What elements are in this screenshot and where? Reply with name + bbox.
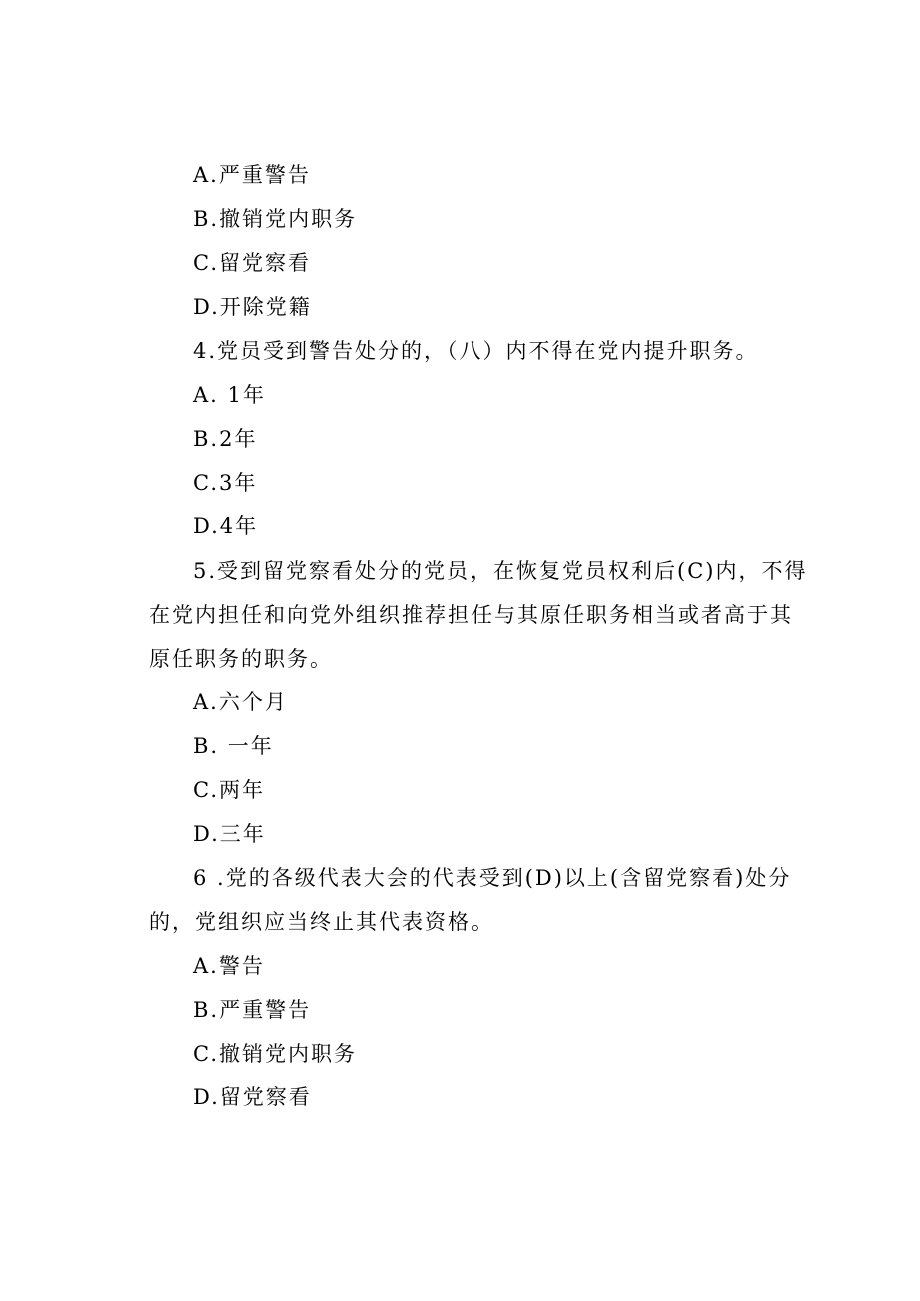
question-6-line-2: 的，党组织应当终止其代表资格。 <box>149 910 494 934</box>
option-b: B.撤销党内职务 <box>193 207 358 231</box>
q5-option-d: D.三年 <box>193 822 266 846</box>
q5-option-c: C.两年 <box>193 778 265 802</box>
q6-option-d: D.留党察看 <box>193 1085 312 1109</box>
q6-option-a: A.警告 <box>193 954 265 978</box>
question-5-line-3: 原任职务的职务。 <box>149 647 333 671</box>
option-c: C.留党察看 <box>193 251 311 275</box>
q6-option-c: C.撤销党内职务 <box>193 1042 357 1066</box>
option-d: D.开除党籍 <box>193 295 312 319</box>
question-5-line-2: 在党内担任和向党外组织推荐担任与其原任职务相当或者高于其 <box>149 603 793 627</box>
question-6-line-1: 6 .党的各级代表大会的代表受到(D)以上(含留党察看)处分 <box>193 866 792 890</box>
question-4: 4.党员受到警告处分的，（八）内不得在党内提升职务。 <box>193 339 759 363</box>
q6-option-b: B.严重警告 <box>193 998 312 1022</box>
q4-option-b: B.2年 <box>193 427 258 451</box>
q5-option-a: A.六个月 <box>193 690 288 714</box>
q5-option-b: B. 一年 <box>193 734 274 758</box>
question-5-line-1: 5.受到留党察看处分的党员，在恢复党员权利后(C)内，不得 <box>193 559 808 583</box>
q4-option-c: C.3年 <box>193 471 258 495</box>
option-a: A.严重警告 <box>193 163 311 187</box>
q4-option-d: D.4年 <box>193 514 259 538</box>
q4-option-a: A. 1年 <box>193 383 266 407</box>
